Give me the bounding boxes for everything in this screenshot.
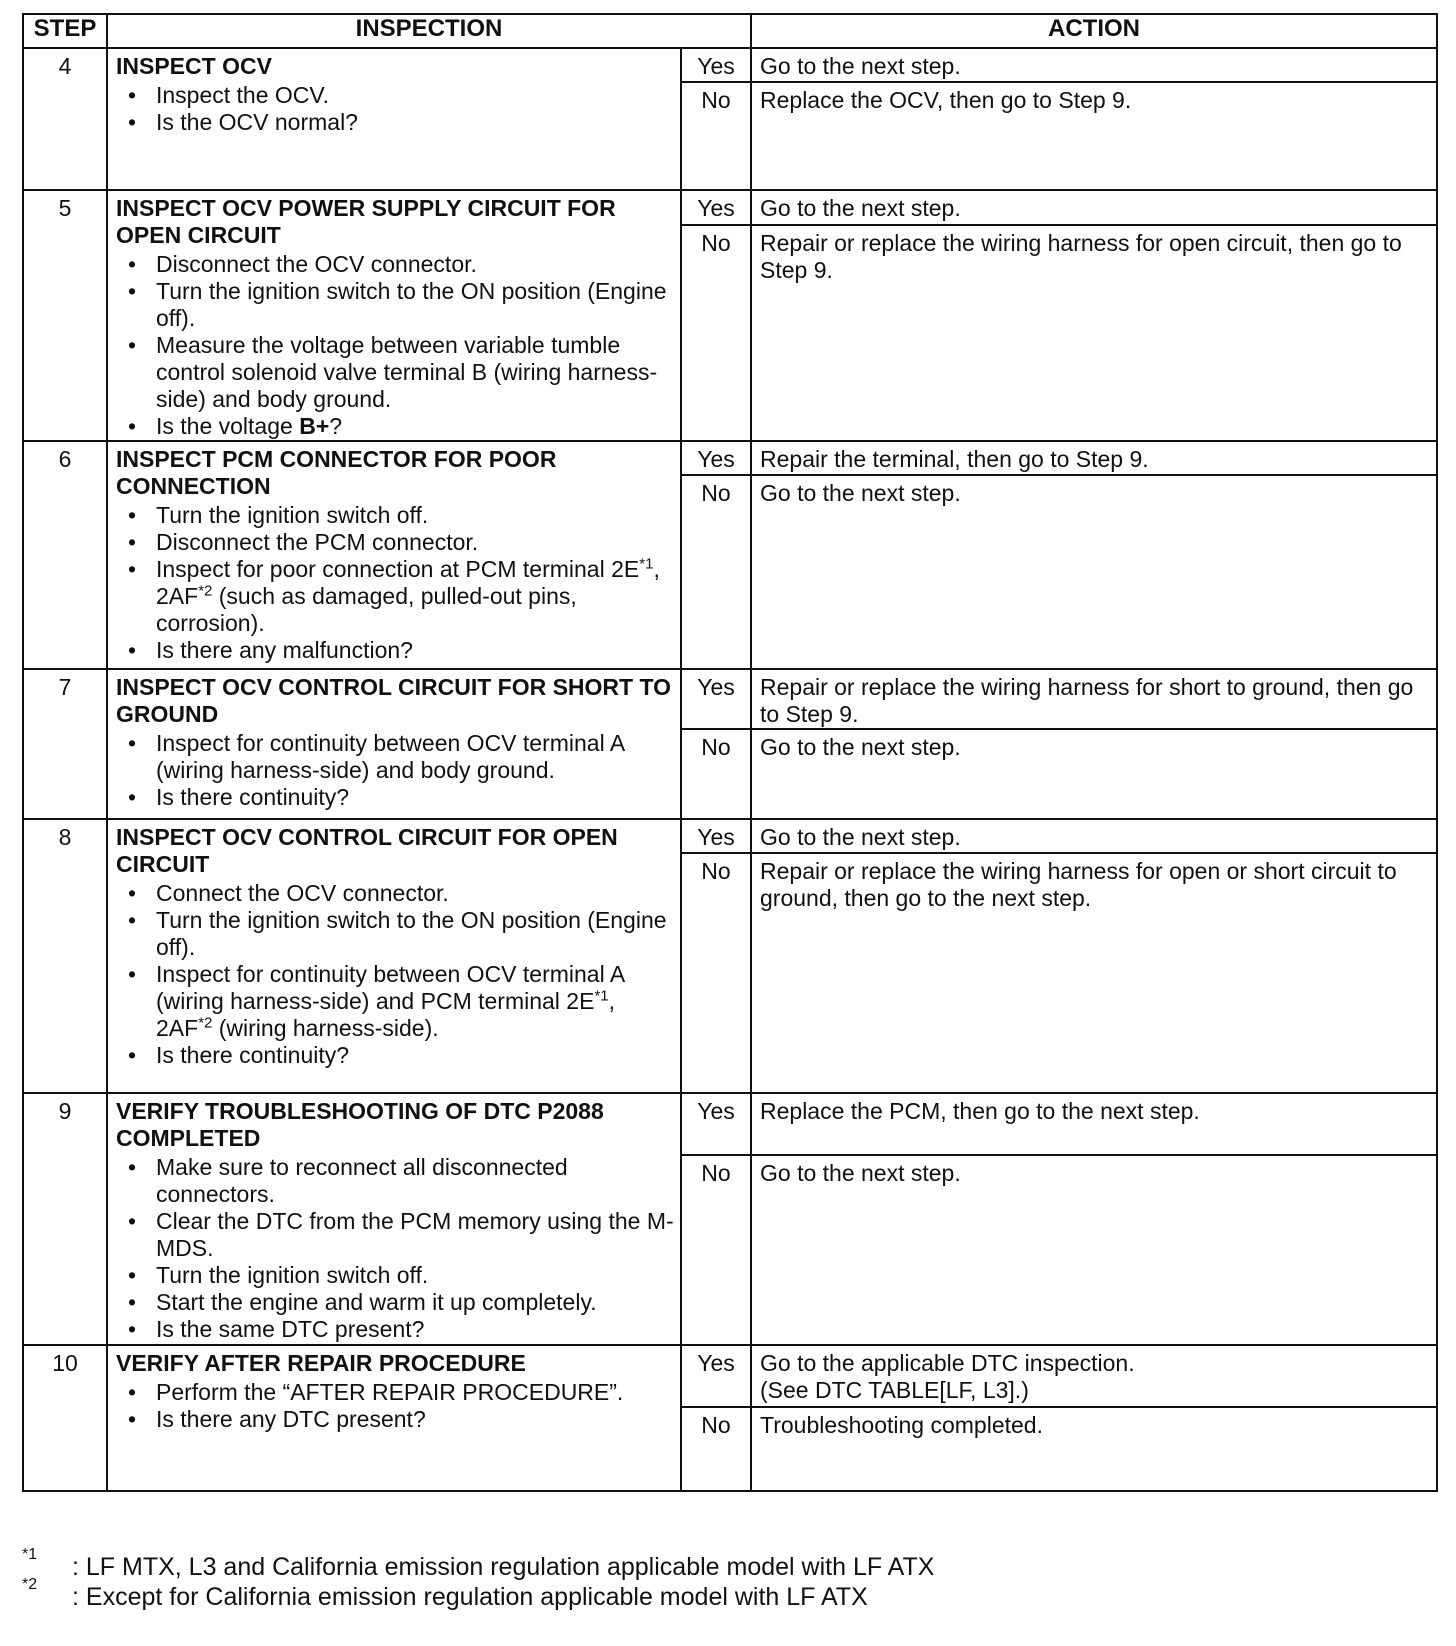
header-inspection: INSPECTION — [107, 14, 751, 48]
table-row — [23, 669, 1437, 729]
yes-label: Yes — [681, 48, 751, 82]
table-header-row — [23, 14, 1437, 48]
table-row — [23, 441, 1437, 475]
inspection-bullet: • Disconnect the PCM connector. — [156, 529, 674, 556]
inspection-bullet: • Is there continuity? — [156, 784, 674, 811]
step-number: 4 — [23, 48, 107, 190]
bullet-bold-text: B+ — [299, 413, 330, 439]
inspection-bullet: • Inspect the OCV. — [156, 82, 674, 109]
footnote-mark: *1 — [22, 1546, 38, 1563]
no-action: Go to the next step. — [751, 1155, 1437, 1345]
yes-action: Go to the next step. — [751, 190, 1437, 225]
inspection-bullet: • Is the OCV normal? — [156, 109, 674, 136]
inspection-bullet: • Is there any DTC present? — [156, 1406, 674, 1433]
inspection-title: INSPECT OCV POWER SUPPLY CIRCUIT FOR OPEN CIRCUIT — [116, 195, 616, 248]
no-label: No — [681, 475, 751, 669]
bullet-text: Is the voltage — [156, 413, 300, 439]
yes-action-line: (See DTC TABLE[LF, L3].) — [760, 1377, 1029, 1403]
inspection-title: INSPECT OCV CONTROL CIRCUIT FOR SHORT TO GROUND — [116, 674, 671, 727]
inspection-bullet: • Start the engine and warm it up completely. — [156, 1289, 674, 1316]
table-row — [23, 1093, 1437, 1155]
inspection-bullet: • Is there any malfunction? — [156, 637, 674, 664]
bullet-text: (such as damaged, pulled-out pins, corrosion). — [156, 583, 577, 636]
step-number: 7 — [23, 669, 107, 819]
yes-action-line: Go to the applicable DTC inspection. — [760, 1350, 1135, 1376]
no-label: No — [681, 853, 751, 1093]
yes-action: Repair or replace the wiring harness for short to ground, then go to Step 9. — [751, 669, 1437, 729]
yes-label: Yes — [681, 1093, 751, 1155]
footnote-ref: *2 — [198, 1014, 213, 1032]
yes-action: Go to the next step. — [751, 48, 1437, 82]
no-action: Repair or replace the wiring harness for open or short circuit to ground, then go to the next step. — [751, 853, 1437, 1093]
step-number: 9 — [23, 1093, 107, 1345]
bullet-text: Inspect for continuity between OCV terminal A (wiring harness-side) and PCM terminal 2E — [156, 961, 624, 1014]
table-row — [23, 1345, 1437, 1407]
inspection-title: VERIFY TROUBLESHOOTING OF DTC P2088 COMPLETED — [116, 1098, 604, 1151]
yes-label: Yes — [681, 819, 751, 853]
bullet-text: , 2AF — [156, 988, 616, 1041]
yes-label: Yes — [681, 441, 751, 475]
footnote-text: : Except for California emission regulation applicable model with LF ATX — [72, 1583, 868, 1611]
inspection-bullet: • Turn the ignition switch to the ON position (Engine off). — [156, 278, 674, 332]
no-action: Replace the OCV, then go to Step 9. — [751, 82, 1437, 190]
inspection-bullet — [156, 556, 674, 637]
no-label: No — [681, 729, 751, 819]
inspection-bullet: • Perform the “AFTER REPAIR PROCEDURE”. — [156, 1379, 674, 1406]
header-action: ACTION — [751, 14, 1437, 48]
inspection-cell — [107, 1345, 681, 1491]
table-row — [23, 819, 1437, 853]
step-number: 5 — [23, 190, 107, 441]
inspection-cell — [107, 441, 681, 669]
inspection-bullet — [156, 961, 674, 1042]
footnote-ref: *1 — [594, 987, 609, 1005]
step-number: 8 — [23, 819, 107, 1093]
step-number: 10 — [23, 1345, 107, 1491]
footnote-ref: *2 — [198, 582, 213, 600]
yes-action — [751, 1345, 1437, 1407]
bullet-text: , 2AF — [156, 556, 660, 609]
footnote — [22, 1576, 868, 1612]
bullet-text: (wiring harness-side). — [212, 1015, 439, 1041]
table-row — [23, 190, 1437, 225]
no-action: Go to the next step. — [751, 729, 1437, 819]
yes-label: Yes — [681, 669, 751, 729]
inspection-cell — [107, 190, 681, 441]
step-number: 6 — [23, 441, 107, 669]
footnote-text: : LF MTX, L3 and California emission regulation applicable model with LF ATX — [72, 1553, 935, 1581]
yes-action: Go to the next step. — [751, 819, 1437, 853]
no-label: No — [681, 225, 751, 441]
inspection-bullet: • Is there continuity? — [156, 1042, 674, 1069]
footnote-ref: *1 — [639, 555, 654, 573]
inspection-cell — [107, 1093, 681, 1345]
no-label: No — [681, 1155, 751, 1345]
no-action: Go to the next step. — [751, 475, 1437, 669]
inspection-bullet: • Inspect for continuity between OCV terminal A (wiring harness-side) and body ground. — [156, 730, 674, 784]
inspection-title: VERIFY AFTER REPAIR PROCEDURE — [116, 1350, 526, 1376]
inspection-cell — [107, 819, 681, 1093]
inspection-bullet: • Disconnect the OCV connector. — [156, 251, 674, 278]
yes-label: Yes — [681, 190, 751, 225]
footnote — [22, 1546, 935, 1582]
inspection-bullet: • Is the same DTC present? — [156, 1316, 674, 1343]
inspection-bullet: • Measure the voltage between variable tumble control solenoid valve terminal B (wiring harness-side) and body ground. — [156, 332, 674, 413]
inspection-title: INSPECT PCM CONNECTOR FOR POOR CONNECTION — [116, 446, 557, 499]
table-row — [23, 48, 1437, 82]
inspection-title: INSPECT OCV CONTROL CIRCUIT FOR OPEN CIRCUIT — [116, 824, 618, 877]
yes-action: Replace the PCM, then go to the next step. — [751, 1093, 1437, 1155]
inspection-cell — [107, 669, 681, 819]
inspection-bullet: • Turn the ignition switch off. — [156, 1262, 674, 1289]
no-action: Troubleshooting completed. — [751, 1407, 1437, 1491]
inspection-bullet: • Clear the DTC from the PCM memory using the M-MDS. — [156, 1208, 674, 1262]
troubleshooting-table — [22, 13, 1438, 1492]
no-label: No — [681, 1407, 751, 1491]
inspection-bullet — [156, 413, 674, 440]
footnote-mark: *2 — [22, 1576, 38, 1593]
yes-action: Repair the terminal, then go to Step 9. — [751, 441, 1437, 475]
inspection-bullet: • Turn the ignition switch to the ON position (Engine off). — [156, 907, 674, 961]
yes-label: Yes — [681, 1345, 751, 1407]
bullet-tail-text: ? — [329, 413, 343, 439]
inspection-cell — [107, 48, 681, 190]
header-step: STEP — [23, 14, 107, 48]
no-action: Repair or replace the wiring harness for open circuit, then go to Step 9. — [751, 225, 1437, 441]
inspection-bullet: • Connect the OCV connector. — [156, 880, 674, 907]
inspection-bullet: • Turn the ignition switch off. — [156, 502, 674, 529]
inspection-bullet: • Make sure to reconnect all disconnected connectors. — [156, 1154, 674, 1208]
inspection-title: INSPECT OCV — [116, 53, 272, 79]
bullet-text: Inspect for poor connection at PCM terminal 2E — [156, 556, 640, 582]
no-label: No — [681, 82, 751, 190]
